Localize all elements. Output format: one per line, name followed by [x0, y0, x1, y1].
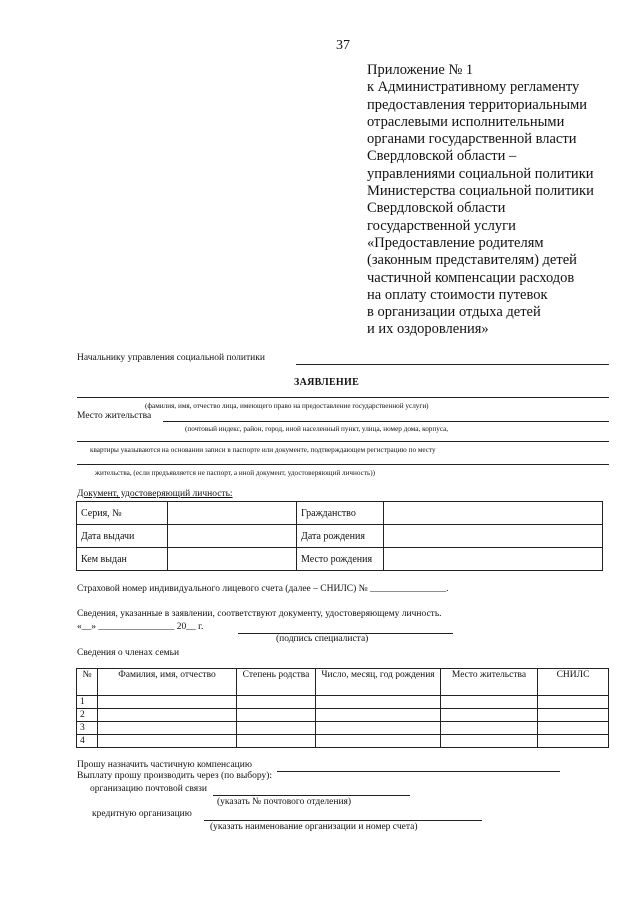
col-number-header: № [77, 669, 98, 696]
issued-by-label: Кем выдан [77, 548, 168, 571]
name-cell[interactable] [98, 735, 237, 748]
family-table [76, 668, 609, 748]
table-row[interactable] [77, 709, 609, 722]
residence-field-3[interactable] [77, 464, 609, 465]
request-label: Прошу назначить частичную компенсацию [77, 760, 252, 770]
appendix-line: органами государственной власти [367, 131, 577, 148]
appendix-line: в организации отдыха детей [367, 304, 541, 321]
residence-cell[interactable] [441, 722, 538, 735]
appendix-line: Свердловской области – [367, 148, 517, 165]
appendix-line: государственной услуги [367, 217, 516, 234]
residence-cell[interactable] [441, 709, 538, 722]
appendix-line: (законным представителям) детей [367, 252, 577, 269]
table-row[interactable] [77, 735, 609, 748]
appendix-line: «Предоставление родителям [367, 234, 544, 251]
birth-place-label: Место рождения [297, 548, 384, 571]
applicant-name-field[interactable] [77, 397, 609, 398]
specialist-signature-hint: (подпись специалиста) [276, 634, 369, 644]
appendix-line: управлениями социальной политики [367, 165, 594, 182]
residence-label: Место жительства [77, 411, 152, 421]
addressee-field[interactable] [296, 364, 609, 365]
relation-cell[interactable] [237, 696, 316, 709]
snils-line: Страховой номер индивидуального лицевого счета (далее – СНИЛС) № ________________. [77, 584, 449, 594]
family-section-label: Сведения о членах семьи [77, 648, 180, 658]
birthdate-cell[interactable] [316, 722, 441, 735]
series-value[interactable] [168, 502, 297, 525]
col-name-header: Фамилия, имя, отчество [98, 669, 237, 696]
snils-cell[interactable] [538, 696, 609, 709]
appendix-line: Министерства социальной политики [367, 183, 594, 200]
form-title: ЗАЯВЛЕНИЕ [294, 377, 360, 388]
issue-date-label: Дата выдачи [77, 525, 168, 548]
appendix-line: на оплату стоимости путевок [367, 286, 548, 303]
col-relation-header: Степень родства [237, 669, 316, 696]
col-snils-header: СНИЛС [538, 669, 609, 696]
birth-date-value[interactable] [384, 525, 603, 548]
table-row[interactable] [77, 722, 609, 735]
credit-hint: (указать наименование организации и номер счета) [210, 822, 418, 832]
birthdate-cell[interactable] [316, 709, 441, 722]
relation-cell[interactable] [237, 735, 316, 748]
applicant-hint: (фамилия, имя, отчество лица, имеющего право на предоставление государственной услуги) [145, 402, 429, 410]
address-hint: (почтовый индекс, район, город, иной населенный пункт, улица, номер дома, корпуса, [185, 425, 449, 433]
citizenship-value[interactable] [384, 502, 603, 525]
residence-field-2[interactable] [77, 441, 609, 442]
issued-by-value[interactable] [168, 548, 297, 571]
birth-place-value[interactable] [384, 548, 603, 571]
residence-doc-hint: жительства, (если предъявляется не паспорт, а иной документ, удостоверяющий личность)) [95, 469, 376, 477]
residence-cell[interactable] [441, 696, 538, 709]
citizenship-label: Гражданство [297, 502, 384, 525]
page-number: 37 [336, 38, 350, 53]
snils-cell[interactable] [538, 722, 609, 735]
col-residence-header: Место жительства [441, 669, 538, 696]
postal-label: организацию почтовой связи [90, 784, 207, 794]
appendix-line: предоставления территориальными [367, 96, 588, 113]
series-label: Серия, № [77, 502, 168, 525]
table-row[interactable] [77, 696, 609, 709]
col-birthdate-header: Число, месяц, год рождения [316, 669, 441, 696]
name-cell[interactable] [98, 696, 237, 709]
appendix-line: частичной компенсации расходов [367, 269, 575, 286]
snils-cell[interactable] [538, 709, 609, 722]
conformity-statement: Сведения, указанные в заявлении, соответствуют документу, удостоверяющему личность. [77, 609, 442, 619]
name-cell[interactable] [98, 722, 237, 735]
birthdate-cell[interactable] [316, 696, 441, 709]
row-number: 4 [77, 735, 98, 748]
credit-field[interactable] [204, 820, 482, 821]
snils-cell[interactable] [538, 735, 609, 748]
residence-cell[interactable] [441, 735, 538, 748]
name-cell[interactable] [98, 709, 237, 722]
row-number: 2 [77, 709, 98, 722]
residence-field[interactable] [163, 421, 609, 422]
relation-cell[interactable] [237, 709, 316, 722]
addressee-label: Начальнику управления социальной политики [77, 353, 265, 363]
relation-cell[interactable] [237, 722, 316, 735]
credit-label: кредитную организацию [92, 809, 192, 819]
id-document-table [76, 501, 603, 571]
appendix-line: и их оздоровления» [367, 321, 489, 338]
request-field[interactable] [277, 771, 560, 772]
appendix-line: Свердловской области [367, 200, 506, 217]
birthdate-cell[interactable] [316, 735, 441, 748]
id-document-label: Документ, удостоверяющий личность: [77, 489, 233, 499]
postal-hint: (указать № почтового отделения) [217, 797, 352, 807]
payment-label: Выплату прошу производить через (по выбору): [77, 771, 272, 781]
appendix-line: Приложение № 1 [367, 62, 474, 78]
appendix-line: отраслевыми исполнительными [367, 113, 565, 130]
date-line: «__» ________________ 20__ г. [77, 622, 204, 632]
appendix-line: к Административному регламенту [367, 79, 580, 96]
birth-date-label: Дата рождения [297, 525, 384, 548]
issue-date-value[interactable] [168, 525, 297, 548]
postal-field[interactable] [213, 795, 410, 796]
apartment-hint: квартиры указываются на основании записи в паспорте или документе, подтверждающем регистрацию по месту [90, 446, 436, 454]
appendix-heading [367, 62, 632, 339]
row-number: 1 [77, 696, 98, 709]
row-number: 3 [77, 722, 98, 735]
